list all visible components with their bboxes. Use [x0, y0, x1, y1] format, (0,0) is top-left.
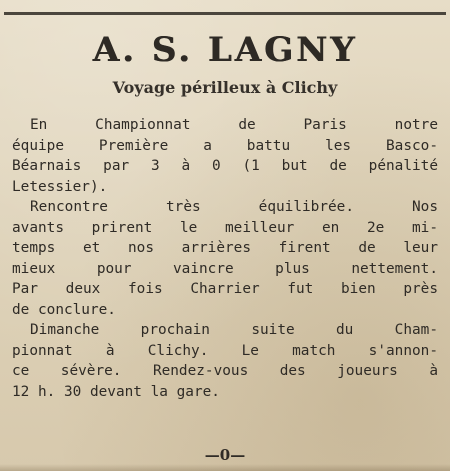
paragraph-line: Letessier). — [12, 178, 108, 195]
paper-fold-shadow — [0, 464, 450, 471]
paragraph-line: Rencontre très équilibrée. Nos — [30, 199, 438, 215]
paragraph-2 — [12, 197, 438, 320]
paragraph-line: Dimanche prochain suite du Cham- — [30, 322, 438, 338]
paragraph-line: En Championnat de Paris notre — [30, 117, 438, 133]
article-separator: —0— — [204, 446, 246, 464]
paragraph-line: de conclure. — [12, 301, 116, 318]
paragraph-line: pionnat à Clichy. Le match s'annon- — [12, 342, 438, 359]
paragraph-1 — [12, 115, 438, 197]
paragraph-line: équipe Première a battu les Basco- — [12, 137, 438, 154]
paragraph-line: 12 h. 30 devant la gare. — [12, 383, 220, 400]
top-rule — [4, 12, 446, 15]
paragraph-line: temps et nos arrières firent de leur — [12, 240, 438, 256]
paragraph-line: ce sévère. Rendez-vous des joueurs à — [12, 363, 438, 379]
paragraph-line: Par deux fois Charrier fut bien près — [12, 281, 438, 297]
paragraph-line: Béarnais par 3 à 0 (1 but de pénalité — [12, 158, 438, 174]
paragraph-line: avants prirent le meilleur en 2e mi- — [12, 219, 438, 236]
article-body — [12, 115, 438, 402]
paragraph-line: mieux pour vaincre plus nettement. — [12, 260, 438, 277]
subheadline: Voyage périlleux à Clichy — [112, 78, 338, 97]
headline: A. S. LAGNY — [92, 30, 358, 70]
paragraph-3 — [12, 320, 438, 402]
